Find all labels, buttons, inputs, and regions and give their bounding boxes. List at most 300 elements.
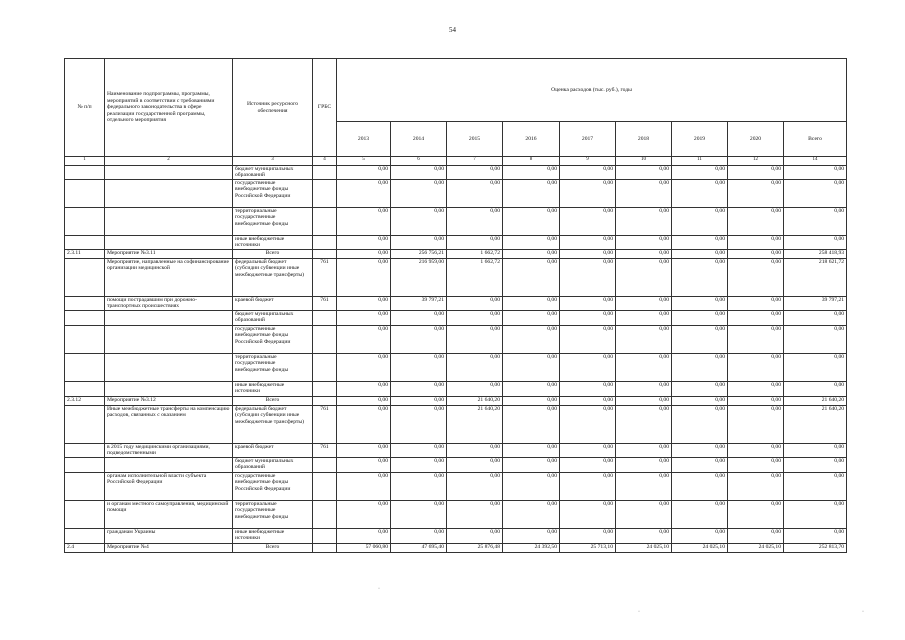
row-value: 0,00	[616, 500, 672, 528]
row-value: 0,00	[503, 166, 560, 180]
table-row	[65, 500, 847, 528]
row-value: 0,00	[503, 472, 560, 500]
table-row-total	[65, 396, 847, 405]
row-value: 0,00	[672, 249, 728, 258]
row-value: 0,00	[616, 207, 672, 235]
row-grbs	[313, 235, 337, 249]
row-number	[65, 381, 105, 396]
row-grbs	[313, 381, 337, 396]
column-number: 7	[447, 157, 503, 166]
row-value: 0,00	[447, 472, 503, 500]
row-grbs: 761	[313, 258, 337, 296]
row-value: 0,00	[616, 396, 672, 405]
row-value: 21 640,20	[447, 396, 503, 405]
header-grbs: ГРБС	[313, 59, 337, 157]
header-num: № п/п	[65, 59, 105, 157]
row-value: 0,00	[391, 235, 447, 249]
row-value: 0,00	[616, 457, 672, 472]
row-value: 25 876,48	[447, 543, 503, 552]
table-row	[65, 258, 847, 296]
row-value: 0,00	[560, 472, 616, 500]
row-number	[65, 500, 105, 528]
row-grbs	[313, 500, 337, 528]
table-row-total	[65, 249, 847, 258]
row-value: 0,00	[728, 179, 784, 207]
row-value: 0,00	[672, 235, 728, 249]
table-row	[65, 405, 847, 443]
row-value: 0,00	[672, 405, 728, 443]
row-value: 0,00	[672, 207, 728, 235]
row-value-total: 0,00	[784, 179, 847, 207]
row-name	[105, 235, 233, 249]
row-source: бюджет муниципальных образований	[233, 310, 313, 325]
header-year: 2019	[672, 122, 728, 157]
row-grbs	[313, 543, 337, 552]
column-number: 14	[784, 157, 847, 166]
table-row	[65, 528, 847, 543]
row-value: 0,00	[728, 528, 784, 543]
row-value: 21 640,20	[447, 405, 503, 443]
row-value: 0,00	[616, 405, 672, 443]
row-source: территориальные государственные внебюджетные фонды	[233, 207, 313, 235]
row-value: 0,00	[728, 457, 784, 472]
row-value: 0,00	[503, 249, 560, 258]
row-value: 25 713,10	[560, 543, 616, 552]
row-name: Мероприятие №3.12	[105, 396, 233, 405]
row-number	[65, 179, 105, 207]
table-row-total	[65, 543, 847, 552]
row-source: государственные внебюджетные фонды Российской Федерации	[233, 325, 313, 353]
row-name	[105, 179, 233, 207]
row-grbs	[313, 207, 337, 235]
row-number	[65, 296, 105, 310]
row-value-total: 0,00	[784, 235, 847, 249]
row-value: 0,00	[560, 310, 616, 325]
row-value-total: 0,00	[784, 500, 847, 528]
row-value: 0,00	[728, 249, 784, 258]
row-value-total: 0,00	[784, 207, 847, 235]
column-number: 6	[391, 157, 447, 166]
row-value: 0,00	[728, 353, 784, 381]
row-grbs	[313, 325, 337, 353]
row-value: 0,00	[560, 528, 616, 543]
row-value: 0,00	[560, 381, 616, 396]
row-value: 0,00	[337, 249, 391, 258]
row-value: 24 392,50	[503, 543, 560, 552]
row-value: 0,00	[728, 166, 784, 180]
row-number: 2.3.11	[65, 249, 105, 258]
row-value: 0,00	[672, 325, 728, 353]
row-value: 0,00	[616, 310, 672, 325]
row-value: 0,00	[391, 500, 447, 528]
row-grbs	[313, 353, 337, 381]
row-value-total: 0,00	[784, 528, 847, 543]
row-grbs: 761	[313, 405, 337, 443]
row-value: 0,00	[447, 296, 503, 310]
row-name: помощи пострадавшим при дорожно-транспортных происшествиях	[105, 296, 233, 310]
row-value: 0,00	[560, 443, 616, 457]
row-value: 0,00	[616, 472, 672, 500]
row-value: 0,00	[447, 353, 503, 381]
row-value: 0,00	[616, 166, 672, 180]
row-value-total: 258 418,93	[784, 249, 847, 258]
table-row	[65, 443, 847, 457]
row-value: 24 025,10	[728, 543, 784, 552]
row-number: 2.4	[65, 543, 105, 552]
row-value: 0,00	[616, 528, 672, 543]
row-name	[105, 166, 233, 180]
row-source: территориальные государственные внебюджетные фонды	[233, 500, 313, 528]
row-value: 0,00	[672, 528, 728, 543]
row-number	[65, 325, 105, 353]
row-value: 0,00	[616, 235, 672, 249]
row-value: 0,00	[728, 235, 784, 249]
row-number	[65, 443, 105, 457]
row-value: 0,00	[503, 325, 560, 353]
row-number: 2.3.12	[65, 396, 105, 405]
row-value: 0,00	[672, 396, 728, 405]
table-row	[65, 310, 847, 325]
row-name: гражданам Украины	[105, 528, 233, 543]
budget-table	[64, 58, 847, 553]
row-name: органам исполнительной власти субъекта Российской Федерации	[105, 472, 233, 500]
row-name: Мероприятие №3.11	[105, 249, 233, 258]
header-name: Наименование подпрограммы, программы, мероприятий в соответствии с требованиями федерального законодательства в сфере реализации государственной программы, отдельного мероприятия	[105, 59, 233, 157]
row-value: 0,00	[560, 235, 616, 249]
row-value-total: 0,00	[784, 310, 847, 325]
row-source: иные внебюджетные источники	[233, 528, 313, 543]
row-source: краевой бюджет	[233, 443, 313, 457]
row-name	[105, 381, 233, 396]
row-value: 0,00	[447, 207, 503, 235]
row-value: 216 959,00	[391, 258, 447, 296]
row-value: 0,00	[503, 353, 560, 381]
row-value: 0,00	[337, 457, 391, 472]
row-value: 0,00	[503, 528, 560, 543]
scan-speck: ·	[378, 586, 380, 592]
row-grbs	[313, 457, 337, 472]
row-value: 0,00	[616, 296, 672, 310]
page-number: 54	[449, 26, 456, 34]
row-value: 0,00	[672, 310, 728, 325]
column-number: 9	[560, 157, 616, 166]
row-value: 0,00	[616, 179, 672, 207]
row-value: 0,00	[337, 296, 391, 310]
row-value: 0,00	[616, 325, 672, 353]
row-name	[105, 353, 233, 381]
row-value: 0,00	[391, 310, 447, 325]
row-value: 0,00	[560, 325, 616, 353]
row-value: 0,00	[447, 500, 503, 528]
row-source: федеральный бюджет (субсидии субвенции иные межбюджетные трансферты)	[233, 258, 313, 296]
row-value: 1 662,72	[447, 249, 503, 258]
row-value: 0,00	[616, 353, 672, 381]
row-name	[105, 457, 233, 472]
row-value: 0,00	[391, 405, 447, 443]
row-value: 0,00	[503, 405, 560, 443]
row-number	[65, 528, 105, 543]
row-value: 0,00	[447, 235, 503, 249]
row-grbs	[313, 179, 337, 207]
column-number: 10	[616, 157, 672, 166]
row-value: 0,00	[337, 235, 391, 249]
row-value: 0,00	[503, 296, 560, 310]
row-value: 0,00	[503, 310, 560, 325]
row-value: 0,00	[672, 296, 728, 310]
row-value: 0,00	[503, 381, 560, 396]
row-number	[65, 457, 105, 472]
row-value: 0,00	[728, 396, 784, 405]
row-value: 0,00	[560, 405, 616, 443]
row-value-total: 0,00	[784, 166, 847, 180]
row-value: 0,00	[560, 258, 616, 296]
row-number	[65, 258, 105, 296]
row-value: 0,00	[337, 353, 391, 381]
row-value: 0,00	[447, 381, 503, 396]
row-value: 0,00	[391, 207, 447, 235]
column-number: 8	[503, 157, 560, 166]
table-row	[65, 296, 847, 310]
row-value: 0,00	[672, 472, 728, 500]
row-source: Всего	[233, 396, 313, 405]
row-value: 47 695,40	[391, 543, 447, 552]
row-value: 0,00	[337, 166, 391, 180]
table-body	[65, 166, 847, 553]
row-source: бюджет муниципальных образований	[233, 166, 313, 180]
row-number	[65, 235, 105, 249]
row-value: 0,00	[560, 249, 616, 258]
scan-speck: ·	[862, 609, 864, 615]
row-value: 0,00	[728, 472, 784, 500]
row-source: государственные внебюджетные фонды Российской Федерации	[233, 472, 313, 500]
row-value: 0,00	[337, 179, 391, 207]
row-value: 0,00	[503, 179, 560, 207]
row-value: 0,00	[503, 207, 560, 235]
row-source: федеральный бюджет (субсидии субвенции иные межбюджетные трансферты)	[233, 405, 313, 443]
row-value: 0,00	[560, 396, 616, 405]
row-source: иные внебюджетные источники	[233, 381, 313, 396]
row-value: 0,00	[503, 457, 560, 472]
row-value: 0,00	[560, 353, 616, 381]
row-value-total: 0,00	[784, 325, 847, 353]
row-value: 39 797,21	[391, 296, 447, 310]
row-value: 0,00	[672, 258, 728, 296]
header-year: 2016	[503, 122, 560, 157]
row-value: 0,00	[391, 457, 447, 472]
row-value: 0,00	[728, 500, 784, 528]
row-value: 0,00	[560, 500, 616, 528]
row-value: 0,00	[337, 405, 391, 443]
row-value: 0,00	[503, 258, 560, 296]
row-value: 0,00	[447, 310, 503, 325]
column-number: 3	[233, 157, 313, 166]
row-number	[65, 166, 105, 180]
column-number: 2	[105, 157, 233, 166]
row-value: 0,00	[728, 296, 784, 310]
row-value: 0,00	[672, 353, 728, 381]
row-value: 0,00	[728, 310, 784, 325]
table-row	[65, 472, 847, 500]
row-name	[105, 207, 233, 235]
row-value-total: 0,00	[784, 457, 847, 472]
table-row	[65, 207, 847, 235]
table-row	[65, 179, 847, 207]
header-costs: Оценка расходов (тыс. руб.), годы	[337, 59, 847, 122]
row-grbs: 761	[313, 296, 337, 310]
row-value-total: 21 640,20	[784, 405, 847, 443]
scan-speck: ·	[638, 609, 640, 615]
row-name: в 2015 году медицинскими организациями, подведомственными	[105, 443, 233, 457]
row-name: Иные межбюджетные трансферты на компенсацию расходов, связанных с оказанием	[105, 405, 233, 443]
table-row	[65, 166, 847, 180]
row-value-total: 218 621,72	[784, 258, 847, 296]
row-value: 0,00	[391, 325, 447, 353]
row-value: 0,00	[391, 166, 447, 180]
row-value: 24 025,10	[616, 543, 672, 552]
row-value: 0,00	[728, 207, 784, 235]
row-value-total: 252 813,70	[784, 543, 847, 552]
table-row	[65, 457, 847, 472]
row-value: 0,00	[447, 325, 503, 353]
header-year: 2018	[616, 122, 672, 157]
row-value-total: 0,00	[784, 443, 847, 457]
row-value: 1 662,72	[447, 258, 503, 296]
row-value: 0,00	[728, 325, 784, 353]
column-number: 4	[313, 157, 337, 166]
column-number: 5	[337, 157, 391, 166]
row-source: Всего	[233, 543, 313, 552]
row-name: Мероприятие, направленные на софинансирование организации медицинской	[105, 258, 233, 296]
row-value: 0,00	[447, 528, 503, 543]
row-source: государственные внебюджетные фонды Российской Федерации	[233, 179, 313, 207]
row-value: 0,00	[391, 396, 447, 405]
row-value: 0,00	[391, 179, 447, 207]
row-source: бюджет муниципальных образований	[233, 457, 313, 472]
row-value: 0,00	[560, 207, 616, 235]
row-value: 0,00	[672, 166, 728, 180]
row-number	[65, 472, 105, 500]
header-year: 2013	[337, 122, 391, 157]
row-value: 0,00	[391, 472, 447, 500]
row-value: 0,00	[616, 443, 672, 457]
row-value: 0,00	[616, 381, 672, 396]
row-value-total: 39 797,21	[784, 296, 847, 310]
row-value: 0,00	[391, 381, 447, 396]
header-year: 2014	[391, 122, 447, 157]
row-number	[65, 405, 105, 443]
row-grbs	[313, 249, 337, 258]
row-name	[105, 325, 233, 353]
row-value-total: 0,00	[784, 381, 847, 396]
row-value: 0,00	[337, 472, 391, 500]
row-value: 0,00	[447, 443, 503, 457]
row-value: 256 756,21	[391, 249, 447, 258]
row-value: 0,00	[560, 166, 616, 180]
row-value: 0,00	[672, 500, 728, 528]
column-number: 11	[672, 157, 728, 166]
table-row	[65, 381, 847, 396]
row-value: 0,00	[337, 310, 391, 325]
row-value-total: 21 640,20	[784, 396, 847, 405]
row-value: 0,00	[337, 500, 391, 528]
row-value: 0,00	[560, 457, 616, 472]
row-grbs	[313, 166, 337, 180]
row-value-total: 0,00	[784, 472, 847, 500]
row-grbs: 761	[313, 443, 337, 457]
row-value: 0,00	[391, 528, 447, 543]
row-value: 0,00	[337, 207, 391, 235]
row-value: 0,00	[616, 258, 672, 296]
row-value: 0,00	[503, 443, 560, 457]
row-value: 0,00	[337, 528, 391, 543]
row-name: и органам местного самоуправления, медицинской помощи	[105, 500, 233, 528]
row-value: 0,00	[337, 381, 391, 396]
row-value: 0,00	[503, 235, 560, 249]
header-year: 2015	[447, 122, 503, 157]
row-value: 0,00	[391, 443, 447, 457]
row-value: 0,00	[503, 500, 560, 528]
row-source: Всего	[233, 249, 313, 258]
row-source: иные внебюджетные источники	[233, 235, 313, 249]
row-value: 0,00	[337, 443, 391, 457]
row-source: краевой бюджет	[233, 296, 313, 310]
row-number	[65, 207, 105, 235]
row-value: 0,00	[447, 166, 503, 180]
row-number	[65, 353, 105, 381]
row-source: территориальные государственные внебюджетные фонды	[233, 353, 313, 381]
row-value: 0,00	[672, 179, 728, 207]
row-value: 57 060,80	[337, 543, 391, 552]
row-value: 0,00	[337, 258, 391, 296]
row-number	[65, 310, 105, 325]
row-value: 0,00	[616, 249, 672, 258]
row-grbs	[313, 396, 337, 405]
header-source: Источник ресурсного обеспечения	[233, 59, 313, 157]
header-year: 2017	[560, 122, 616, 157]
row-value: 24 025,10	[672, 543, 728, 552]
row-value: 0,00	[672, 457, 728, 472]
row-grbs	[313, 472, 337, 500]
row-value: 0,00	[672, 381, 728, 396]
row-value: 0,00	[560, 179, 616, 207]
row-name	[105, 310, 233, 325]
row-value: 0,00	[337, 325, 391, 353]
row-name: Мероприятие №4	[105, 543, 233, 552]
row-value-total: 0,00	[784, 353, 847, 381]
header-year-total: Всего	[784, 122, 847, 157]
row-value: 0,00	[503, 396, 560, 405]
column-number-row	[65, 157, 847, 166]
table-row	[65, 325, 847, 353]
column-number: 1	[65, 157, 105, 166]
row-value: 0,00	[447, 179, 503, 207]
row-value: 0,00	[728, 405, 784, 443]
row-value: 0,00	[391, 353, 447, 381]
row-value: 0,00	[672, 443, 728, 457]
row-value: 0,00	[728, 258, 784, 296]
table-row	[65, 353, 847, 381]
row-grbs	[313, 310, 337, 325]
row-value: 0,00	[560, 296, 616, 310]
header-year: 2020	[728, 122, 784, 157]
row-value: 0,00	[728, 443, 784, 457]
row-grbs	[313, 528, 337, 543]
column-number: 12	[728, 157, 784, 166]
row-value: 0,00	[728, 381, 784, 396]
row-value: 0,00	[337, 396, 391, 405]
table-row	[65, 235, 847, 249]
row-value: 0,00	[447, 457, 503, 472]
